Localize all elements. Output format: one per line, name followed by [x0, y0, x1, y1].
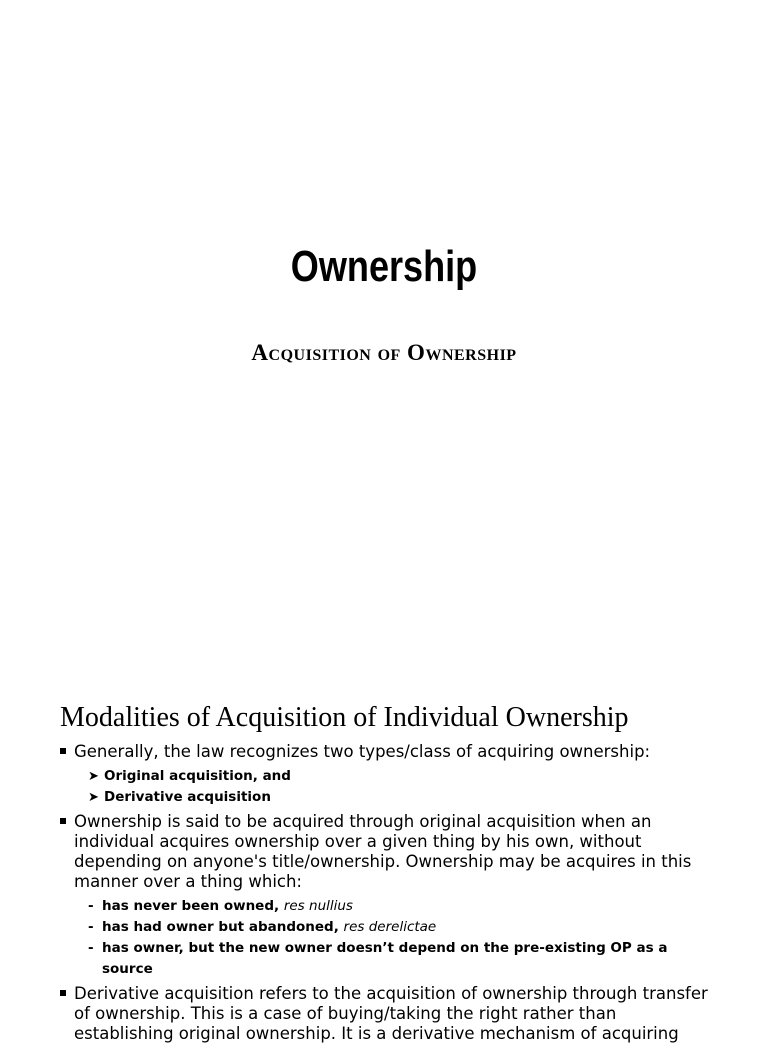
dash-item-text: has owner, but the new owner doesn’t depend on the pre-existing OP as a source	[102, 940, 668, 977]
dash-bullet-icon: -	[88, 919, 94, 935]
bullet-text: Ownership is said to be acquired through original acquisition when an individual acquires ownership over a given thing by his own, without depending on anyone's title/ownership. Ownership may be acquires in this manner over a thing which:	[74, 812, 692, 891]
content-body	[60, 742, 720, 1048]
bullet-item	[60, 812, 720, 892]
sub-item-text: Derivative acquisition	[104, 789, 271, 805]
bullet-item	[60, 984, 720, 1044]
dash-item	[60, 896, 720, 917]
sub-item	[60, 787, 720, 808]
dash-bullet-icon: -	[88, 940, 94, 956]
arrow-bullet-icon: ➤	[88, 769, 99, 784]
square-bullet-icon	[60, 990, 66, 996]
slide-subtitle: Acquisition of Ownership	[251, 340, 517, 365]
content-slide	[0, 676, 768, 1043]
dash-item	[60, 917, 720, 938]
sub-item-text: Original acquisition, and	[104, 768, 291, 784]
bullet-item	[60, 742, 720, 762]
dash-item-text: has had owner but abandoned,	[102, 919, 344, 935]
slide-title: Ownership	[290, 242, 478, 291]
bullet-text: Derivative acquisition refers to the acquisition of ownership through transfer of ownership. This is a case of buying/taking the right rather than establishing original ownership. It is a derivative mechanism of acquiring	[74, 984, 708, 1043]
latin-term: res derelictae	[343, 919, 437, 935]
content-slide-title: Modalities of Acquisition of Individual Ownership	[60, 702, 629, 733]
dash-item	[60, 938, 720, 980]
arrow-bullet-icon: ➤	[88, 790, 99, 805]
square-bullet-icon	[60, 748, 66, 754]
dash-item-text: has never been owned,	[102, 898, 284, 914]
latin-term: res nullius	[283, 898, 353, 914]
dash-bullet-icon: -	[88, 898, 94, 914]
square-bullet-icon	[60, 818, 66, 824]
bullet-text: Generally, the law recognizes two types/class of acquiring ownership:	[74, 742, 651, 761]
sub-item	[60, 766, 720, 787]
